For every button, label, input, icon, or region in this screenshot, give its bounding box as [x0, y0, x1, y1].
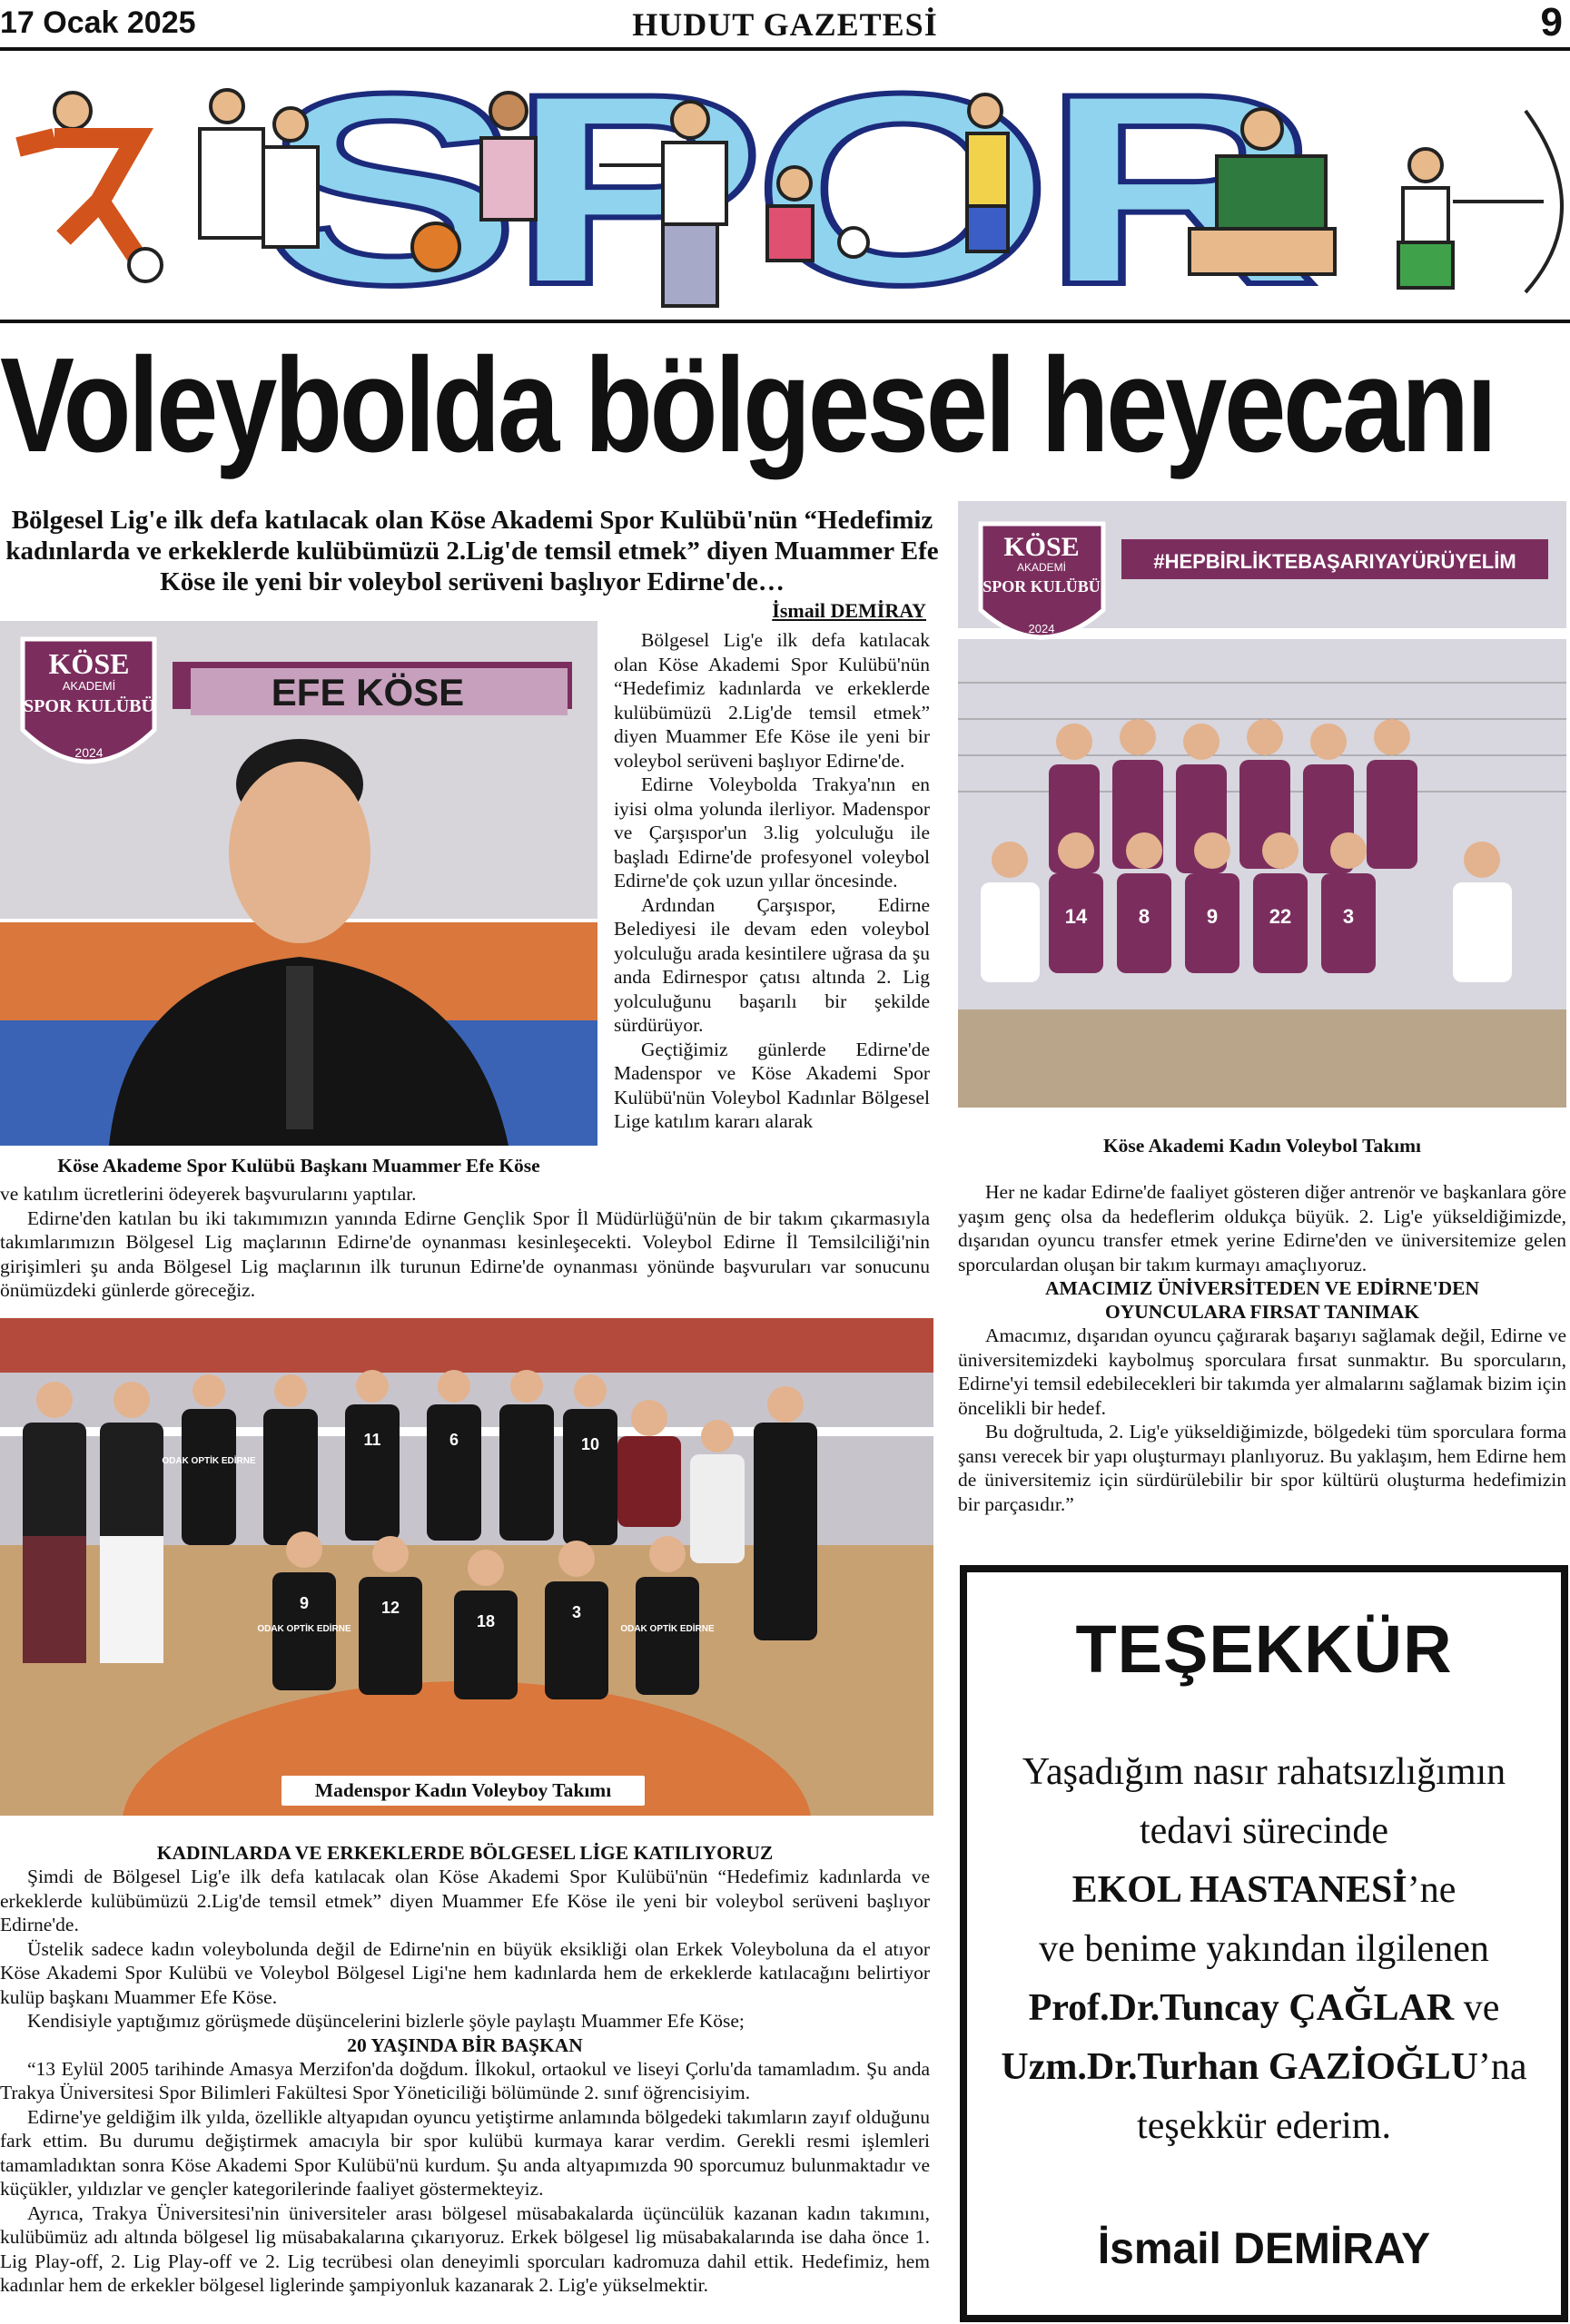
article-column-1 — [614, 628, 930, 1134]
hashtag-banner: #HEPBİRLİKTEBAŞARIYAYÜRÜYELİM — [1153, 550, 1516, 573]
bottom-subhead-1: KADINLARDA VE ERKEKLERDE BÖLGESEL LİGE KATILIYORUZ — [156, 1842, 774, 1864]
ad-line — [967, 1979, 1561, 2038]
jersey-number: 18 — [476, 1612, 496, 1630]
ad-line: tedavi sürecinde — [1139, 1810, 1389, 1852]
continuation-paragraph: Edirne'den katılan bu iki takımımızın yanında Edirne Gençlik Spor İl Müdürlüğü'nün de bir takım çıkarmasıyla takımlarımızın Bölgesel Lig maçlarının Edirne'de oynanması kesinleşecekti. Voleybol Edirne İl Temsilciliği'nin girişimleri şu anda Bölgesel Lig maçlarının ilk turunun Edirne'de oynanması yönünde başvuruları var sonucunu önümüzdeki günlerde göreceğiz. — [0, 1206, 930, 1301]
issue-date: 17 Ocak 2025 — [0, 5, 196, 40]
article-headline: Voleybolda bölgesel heyecanı — [0, 330, 1495, 480]
page-header — [0, 0, 1570, 47]
bottom-paragraph: Kendisiyle yaptığımız görüşmede düşüncelerini bizlerle şöyle paylaştı Muammer Efe Köse; — [27, 2010, 745, 2032]
jersey-number: 6 — [449, 1431, 459, 1449]
ad-hospital: EKOL HASTANESİ — [1071, 1869, 1407, 1911]
efe-kose-photo — [0, 621, 597, 1146]
right-column-paragraph: Amacımız, dışarıdan oyuncu çağırarak başarıyı sağlamak değil, Edirne ve üniversitemizdeki kaybolmuş sporculara fırsat sunmaktır. Bu sporcuların, Edirne'yi temsil edebilecekleri bir takımda yer almalarını sağlamak bizim için öncelikli bir hedef. — [958, 1324, 1566, 1419]
ad-doctor-2: Uzm.Dr.Turhan GAZİOĞLU — [1001, 2046, 1478, 2088]
ad-doctor-1: Prof.Dr.Tuncay ÇAĞLAR — [1028, 1987, 1455, 2029]
col1-paragraph: Edirne Voleybolda Trakya'nın en iyisi olma yolunda ilerliyor. Madenspor ve Çarşıspor'un 3.lig yolculuğu ile başladı Edirne'de profesyonel voleybol Edirne'de çok uzun yıllar öncesinde. — [614, 773, 930, 891]
ad-line — [967, 1861, 1561, 1920]
right-column-subhead: AMACIMIZ ÜNİVERSİTEDEN VE EDİRNE'DEN OYUNCULARA FIRSAT TANIMAK — [1044, 1277, 1480, 1323]
efe-photo-caption: Köse Akademe Spor Kulübü Başkanı Muammer Efe Köse — [57, 1155, 540, 1177]
col1-paragraph: Bölgesel Lig'e ilk defa katılacak olan Köse Akademi Spor Kulübü'nün “Hedefimiz kadınlarda ve erkeklerde kulübümüzü 2.Lig'de temsil etmek” diyen Muammer Efe Köse ile yeni bir voleybol serüveni başlıyor Edirne'de. — [614, 629, 930, 772]
jersey-number: 3 — [1342, 905, 1355, 928]
logo-club: SPOR KULÜBÜ — [982, 577, 1101, 596]
ad-line-suffix: ’na — [1477, 2046, 1527, 2088]
jersey-number: 10 — [580, 1435, 600, 1453]
bottom-paragraph: Edirne'ye geldiğim ilk yılda, özellikle altyapıdan oyuncu yetiştirme anlamında bölgedeki takımların zayıf olduğunu fark ettim. Bu durumu değiştirmek amacıyla bir spor kulübü kurmaya karar verdim. Gerekli resmi işlemleri tamamladıktan sonra Köse Akademi Spor Kulübü'nü kurdum. Şu anda altyapımızda 90 sporcumuz bulunmaktadır ve küçükler, yıldızlar ve gençler kategorilerinde faaliyet göstermekteyiz. — [0, 2105, 930, 2200]
archer-icon — [1398, 111, 1562, 292]
kose-akademi-logo — [23, 639, 154, 762]
thank-you-ad — [960, 1565, 1568, 2322]
sports-banner — [0, 56, 1570, 320]
ad-line — [967, 2038, 1561, 2097]
jersey-number: 22 — [1269, 905, 1292, 928]
banner-rule — [0, 320, 1570, 323]
ad-line: teşekkür ederim. — [1137, 2105, 1391, 2147]
runner-icon — [967, 94, 1008, 251]
right-column-paragraph: Bu doğrultuda, 2. Lig'e yükseldiğimizde, bölgedeki tüm sporculara forma şansı verecek bir yapı oluşturmayı planlıyoruz. Bu yaklaşım, hem Edirne hem de üniversitemiz için sürdürülebilir bir spor kültürü oluşturma hedefimizin bir parçasıdır.” — [958, 1421, 1566, 1515]
ad-line-suffix: ve — [1454, 1987, 1500, 2029]
jersey-sponsor: ODAK OPTİK EDİRNE — [257, 1624, 351, 1634]
ad-line-suffix: ’ne — [1407, 1869, 1456, 1911]
article-bottom-column — [0, 1841, 930, 2298]
header-rule — [0, 47, 1570, 51]
jersey-number: 14 — [1064, 905, 1088, 928]
jersey-number: 9 — [1206, 905, 1219, 928]
bottom-subhead-2: 20 YAŞINDA BİR BAŞKAN — [347, 2034, 583, 2056]
article-right-column — [958, 1180, 1566, 1516]
ad-body — [967, 1743, 1561, 2156]
article-lede: Bölgesel Lig'e ilk defa katılacak olan Köse Akademi Spor Kulübü'nün “Hedefimiz kadınlarda ve erkeklerde kulübümüzü 2.Lig'de temsil etmek” diyen Muammer Efe Köse ile yeni bir voleybol serüveni başlıyor Edirne'de… — [5, 506, 939, 596]
soccer-player-icon — [18, 93, 162, 281]
judo-players-icon — [200, 90, 318, 247]
logo-subtitle: AKADEMİ — [62, 679, 116, 693]
col1-paragraph: Geçtiğimiz günlerde Edirne'de Madenspor ve Köse Akademi Spor Kulübü'nün Voleybol Kadınlar Bölgesel Lige katılım kararı alarak — [614, 1038, 930, 1132]
madenspor-caption: Madenspor Kadın Voleyboy Takımı — [281, 1776, 645, 1806]
page-number: 9 — [1540, 0, 1563, 44]
logo-name: KÖSE — [48, 647, 130, 680]
logo-year: 2024 — [1028, 622, 1055, 635]
kose-team-caption: Köse Akademi Kadın Voleybol Takımı — [1102, 1135, 1422, 1157]
logo-club: SPOR KULÜBÜ — [24, 696, 154, 716]
ad-signature: İsmail DEMİRAY — [1097, 2225, 1431, 2273]
continuation-paragraph: ve katılım ücretlerini ödeyerek başvurularını yaptılar. — [0, 1183, 417, 1205]
jersey-number: 11 — [363, 1431, 381, 1449]
bottom-paragraph: Şimdi de Bölgesel Lig'e ilk defa katılacak olan Köse Akademi Spor Kulübü'nün “Hedefimiz kadınlarda ve erkeklerde kulübümüzü 2.Lig'de temsil etmek” diyen Muammer Efe Köse ile yeni bir voleybol serüveni başlıyor Edirne'de. — [0, 1866, 930, 1935]
bottom-paragraph: Üstelik sadece kadın voleybolunda değil de Edirne'nin en büyük eksikliği olan Erkek Voleyboluna da el atıyor Köse Akademi Spor Kulübü ve Voleybol Bölgesel Ligi'ne hem kadınlarda hem de erkeklerde katılacağını belirtiyor kulüp başkanı Muammer Efe Köse. — [0, 1937, 930, 2008]
jersey-number: 9 — [299, 1594, 310, 1612]
ad-title: TEŞEKKÜR — [1075, 1611, 1453, 1687]
logo-name: KÖSE — [1003, 532, 1080, 562]
kose-team-photo — [958, 501, 1566, 1108]
bottom-paragraph: “13 Eylül 2005 tarihinde Amasya Merzifon'da doğdum. İlkokul, ortaokul ve liseyi Çorlu'da tamamladım. Şu anda Trakya Üniversitesi Spor Bilimleri Fakültesi Spor Yöneticiliği bölümünde 2. sınıf öğrencisiyim. — [0, 2057, 930, 2103]
ad-line: Yaşadığım nasır rahatsızlığımın — [1022, 1751, 1506, 1793]
article-byline: İsmail DEMİRAY — [772, 599, 926, 622]
efe-name-banner: EFE KÖSE — [271, 671, 465, 714]
madenspor-photo — [0, 1318, 933, 1816]
kose-akademi-logo — [981, 524, 1103, 637]
right-column-paragraph: Her ne kadar Edirne'de faaliyet gösteren diğer antrenör ve başkanlara göre yaşım genç olsa da hedeflerim oldukça büyük. 2. Lig'e yükseldiğimizde, dışarıdan oyuncu transfer etmek yerine Edirne'den ve üniversitemize gelen sporculardan oluşan bir takım kurmayı amaçlıyoruz. — [958, 1181, 1566, 1275]
logo-subtitle: AKADEMİ — [1016, 561, 1067, 574]
jersey-sponsor: ODAK OPTİK EDİRNE — [162, 1456, 256, 1466]
sports-banner-art — [0, 56, 1570, 320]
bottom-paragraph: Ayrıca, Trakya Üniversitesi'nin üniversiteler arası bölgesel müsabakalarda üçüncülük kazanan kadın takımını, kulübümüz adı altında bölgesel lig müsabakalarına çıkarıyoruz. Erkek bölgesel lig müsabakalarında ise daha önce 1. Lig Play-off, 2. Lig Play-off ve 2. Lig tecrübesi olan deneyimli sporcuları kadromuza dahil ettik. Hedefimiz, hem kadınlar hem de erkekler bölgesel liglerinde şampiyonluk kazanarak 2. Lig'e yükselmektir. — [0, 2201, 930, 2296]
article-continuation — [0, 1182, 930, 1303]
jersey-number: 12 — [380, 1599, 400, 1617]
jersey-number: 3 — [571, 1603, 582, 1621]
jersey-number: 8 — [1138, 905, 1150, 928]
ad-line: ve benime yakından ilgilenen — [1039, 1928, 1489, 1970]
col1-paragraph: Ardından Çarşıspor, Edirne Belediyesi ile devam eden voleybol yolculuğu arada kesintilere uğrasa da şu anda Edirnespor çatısı altında 2. Lig yolculuğunu başarılı bir şekilde sürdürüyor. — [614, 893, 930, 1036]
jersey-sponsor: ODAK OPTİK EDİRNE — [620, 1624, 715, 1634]
logo-year: 2024 — [74, 745, 104, 760]
newspaper-name: HUDUT GAZETESİ — [632, 6, 938, 43]
